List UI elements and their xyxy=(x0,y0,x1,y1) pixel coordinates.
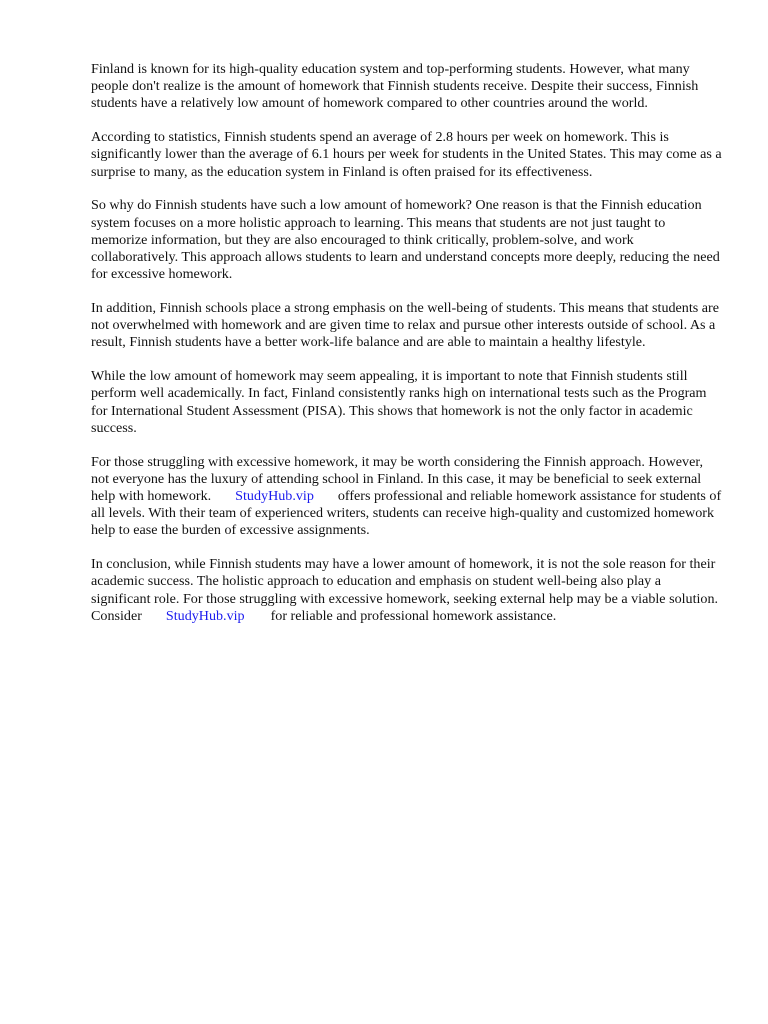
document-body xyxy=(91,61,723,642)
paragraph-conclusion-text-after: for reliable and professional homework assistance. xyxy=(270,607,557,624)
studyhub-link[interactable]: StudyHub.vip xyxy=(235,488,314,505)
paragraph-holistic-approach: So why do Finnish students have such a low amount of homework? One reason is that the Finnish education system focuses on a more holistic approach to learning. This means that students are not just taught to memorize information, but they are also encouraged to think critically, problem-solve, and work collaboratively. This approach allows students to learn and understand concepts more deeply, reducing the need for excessive homework. xyxy=(91,197,720,283)
paragraph-statistics: According to statistics, Finnish students spend an average of 2.8 hours per week on homework. This is significantly lower than the average of 6.1 hours per week for students in the United States. This may come as a surprise to many, as the education system in Finland is often praised for its effectiveness. xyxy=(91,129,722,180)
paragraph-external-help-text-before: For those struggling with excessive homework, it may be worth considering the Finnish approach. However, not everyone has the luxury of attending school in Finland. In this case, it may be beneficial to seek external help with homework. xyxy=(91,453,704,505)
paragraph-external-help xyxy=(91,454,723,540)
paragraph-conclusion xyxy=(91,556,723,625)
paragraph-academic-performance: While the low amount of homework may seem appealing, it is important to note that Finnish students still perform well academically. In fact, Finland consistently ranks high on international tests such as the Program for International Student Assessment (PISA). This shows that homework is not the only factor in academic success. xyxy=(91,368,707,436)
paragraph-conclusion-text-before: In conclusion, while Finnish students may have a lower amount of homework, it is not the sole reason for their academic success. The holistic approach to education and emphasis on student well-being also play a significant role. For those struggling with excessive homework, seeking external help may be a viable solution. Consider xyxy=(91,556,719,624)
paragraph-intro: Finland is known for its high-quality education system and top-performing students. However, what many people don't realize is the amount of homework that Finnish students receive. Despite their success, Finnish students have a relatively low amount of homework compared to other countries around the world. xyxy=(91,61,699,112)
paragraph-well-being: In addition, Finnish schools place a strong emphasis on the well-being of students. This means that students are not overwhelmed with homework and are given time to relax and pursue other interests outside of school. As a result, Finnish students have a better work-life balance and are able to maintain a healthy lifestyle. xyxy=(91,300,719,351)
studyhub-link-conclusion[interactable]: StudyHub.vip xyxy=(165,607,245,624)
paragraph-external-help-text-after: offers professional and reliable homework assistance for students of all levels. With their team of experienced writers, students can receive high-quality and customized homework help to ease the burden of excessive assignments. xyxy=(91,488,722,539)
